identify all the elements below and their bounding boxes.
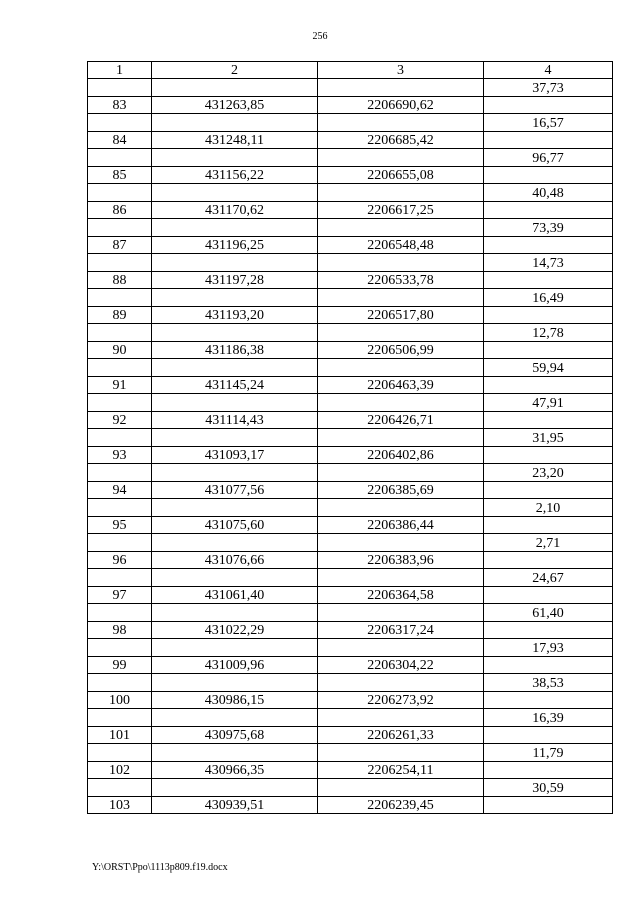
cell-x-coordinate (152, 674, 318, 692)
cell-x-coordinate: 431193,20 (152, 307, 318, 324)
cell-point-number (88, 114, 152, 132)
cell-distance: 11,79 (484, 744, 613, 762)
cell-y-coordinate (318, 394, 484, 412)
column-header-4: 4 (484, 62, 613, 79)
table-row-point (88, 237, 613, 254)
cell-point-number (88, 639, 152, 657)
cell-x-coordinate: 431077,56 (152, 482, 318, 499)
cell-point-number: 100 (88, 692, 152, 709)
cell-point-number: 98 (88, 622, 152, 639)
table-row-point (88, 202, 613, 219)
cell-point-number: 87 (88, 237, 152, 254)
cell-point-number (88, 79, 152, 97)
table-row-point (88, 412, 613, 429)
cell-y-coordinate (318, 114, 484, 132)
table-row-distance (88, 674, 613, 692)
column-header-3: 3 (318, 62, 484, 79)
cell-y-coordinate: 2206655,08 (318, 167, 484, 184)
table-row-distance (88, 499, 613, 517)
cell-distance (484, 517, 613, 534)
cell-x-coordinate: 430966,35 (152, 762, 318, 779)
cell-y-coordinate (318, 289, 484, 307)
cell-y-coordinate: 2206690,62 (318, 97, 484, 114)
cell-point-number: 102 (88, 762, 152, 779)
cell-point-number (88, 569, 152, 587)
cell-point-number (88, 674, 152, 692)
cell-distance: 73,39 (484, 219, 613, 237)
cell-y-coordinate: 2206383,96 (318, 552, 484, 569)
cell-x-coordinate: 431196,25 (152, 237, 318, 254)
cell-point-number (88, 149, 152, 167)
cell-point-number (88, 744, 152, 762)
cell-y-coordinate (318, 534, 484, 552)
table-header-row (88, 62, 613, 79)
cell-point-number (88, 429, 152, 447)
cell-x-coordinate: 430986,15 (152, 692, 318, 709)
cell-point-number (88, 324, 152, 342)
cell-distance: 23,20 (484, 464, 613, 482)
cell-x-coordinate (152, 499, 318, 517)
cell-distance (484, 692, 613, 709)
cell-y-coordinate (318, 149, 484, 167)
table-row-distance (88, 359, 613, 377)
cell-distance: 96,77 (484, 149, 613, 167)
cell-distance: 16,49 (484, 289, 613, 307)
cell-y-coordinate (318, 499, 484, 517)
cell-distance (484, 587, 613, 604)
cell-distance (484, 447, 613, 464)
cell-y-coordinate (318, 324, 484, 342)
cell-x-coordinate: 431114,43 (152, 412, 318, 429)
cell-distance (484, 482, 613, 499)
table-row-point (88, 167, 613, 184)
cell-y-coordinate: 2206254,11 (318, 762, 484, 779)
cell-x-coordinate: 431145,24 (152, 377, 318, 394)
cell-y-coordinate (318, 184, 484, 202)
cell-point-number: 95 (88, 517, 152, 534)
table-row-distance (88, 184, 613, 202)
table-row-distance (88, 149, 613, 167)
cell-x-coordinate: 431075,60 (152, 517, 318, 534)
cell-x-coordinate: 431156,22 (152, 167, 318, 184)
cell-point-number: 84 (88, 132, 152, 149)
cell-distance: 37,73 (484, 79, 613, 97)
cell-distance: 16,57 (484, 114, 613, 132)
cell-y-coordinate: 2206548,48 (318, 237, 484, 254)
cell-x-coordinate: 431197,28 (152, 272, 318, 289)
cell-y-coordinate: 2206304,22 (318, 657, 484, 674)
cell-distance: 61,40 (484, 604, 613, 622)
coordinates-table (87, 61, 613, 814)
table-row-distance (88, 569, 613, 587)
table-row-point (88, 377, 613, 394)
table-row-point (88, 342, 613, 359)
cell-point-number: 96 (88, 552, 152, 569)
table-row-distance (88, 744, 613, 762)
table-row-distance (88, 254, 613, 272)
cell-distance: 38,53 (484, 674, 613, 692)
table-row-distance (88, 79, 613, 97)
table-row-distance (88, 639, 613, 657)
cell-y-coordinate: 2206506,99 (318, 342, 484, 359)
cell-distance (484, 342, 613, 359)
cell-y-coordinate (318, 779, 484, 797)
cell-distance: 2,10 (484, 499, 613, 517)
cell-point-number (88, 779, 152, 797)
cell-x-coordinate: 431009,96 (152, 657, 318, 674)
cell-y-coordinate (318, 744, 484, 762)
cell-y-coordinate (318, 79, 484, 97)
table-row-point (88, 517, 613, 534)
cell-distance (484, 377, 613, 394)
cell-point-number: 86 (88, 202, 152, 219)
cell-x-coordinate (152, 114, 318, 132)
cell-x-coordinate: 430975,68 (152, 727, 318, 744)
cell-x-coordinate (152, 289, 318, 307)
cell-x-coordinate (152, 324, 318, 342)
table-row-point (88, 97, 613, 114)
cell-y-coordinate: 2206386,44 (318, 517, 484, 534)
table-row-distance (88, 709, 613, 727)
cell-point-number (88, 289, 152, 307)
cell-x-coordinate: 431248,11 (152, 132, 318, 149)
cell-y-coordinate: 2206517,80 (318, 307, 484, 324)
cell-x-coordinate (152, 79, 318, 97)
cell-y-coordinate (318, 639, 484, 657)
cell-x-coordinate (152, 534, 318, 552)
cell-distance (484, 622, 613, 639)
cell-x-coordinate (152, 149, 318, 167)
cell-distance (484, 797, 613, 814)
cell-distance (484, 132, 613, 149)
cell-point-number: 101 (88, 727, 152, 744)
table-row-point (88, 272, 613, 289)
cell-x-coordinate: 431061,40 (152, 587, 318, 604)
cell-point-number (88, 254, 152, 272)
cell-distance: 30,59 (484, 779, 613, 797)
table-row-point (88, 797, 613, 814)
cell-y-coordinate: 2206617,25 (318, 202, 484, 219)
table-row-point (88, 727, 613, 744)
cell-point-number (88, 359, 152, 377)
cell-distance (484, 762, 613, 779)
cell-x-coordinate (152, 394, 318, 412)
cell-x-coordinate: 430939,51 (152, 797, 318, 814)
cell-point-number: 99 (88, 657, 152, 674)
cell-y-coordinate (318, 464, 484, 482)
cell-y-coordinate: 2206239,45 (318, 797, 484, 814)
cell-point-number (88, 394, 152, 412)
cell-distance (484, 97, 613, 114)
page-number: 256 (312, 31, 328, 42)
table-row-distance (88, 114, 613, 132)
table-row-point (88, 622, 613, 639)
cell-distance (484, 272, 613, 289)
cell-point-number: 90 (88, 342, 152, 359)
cell-y-coordinate: 2206261,33 (318, 727, 484, 744)
table-row-point (88, 762, 613, 779)
cell-distance (484, 202, 613, 219)
cell-distance: 31,95 (484, 429, 613, 447)
table-row-distance (88, 534, 613, 552)
cell-y-coordinate: 2206317,24 (318, 622, 484, 639)
cell-point-number: 93 (88, 447, 152, 464)
cell-distance (484, 552, 613, 569)
cell-y-coordinate: 2206364,58 (318, 587, 484, 604)
coordinates-table-container (87, 61, 612, 814)
cell-distance (484, 727, 613, 744)
table-row-point (88, 447, 613, 464)
cell-x-coordinate: 431186,38 (152, 342, 318, 359)
cell-x-coordinate (152, 709, 318, 727)
cell-x-coordinate: 431263,85 (152, 97, 318, 114)
table-row-point (88, 552, 613, 569)
cell-y-coordinate (318, 604, 484, 622)
table-row-distance (88, 219, 613, 237)
cell-distance: 40,48 (484, 184, 613, 202)
cell-point-number (88, 604, 152, 622)
table-row-point (88, 692, 613, 709)
cell-point-number: 85 (88, 167, 152, 184)
cell-x-coordinate (152, 744, 318, 762)
cell-y-coordinate (318, 709, 484, 727)
cell-distance (484, 307, 613, 324)
cell-point-number (88, 219, 152, 237)
cell-point-number: 89 (88, 307, 152, 324)
cell-y-coordinate (318, 674, 484, 692)
cell-distance (484, 657, 613, 674)
cell-distance (484, 167, 613, 184)
cell-x-coordinate (152, 604, 318, 622)
cell-x-coordinate: 431093,17 (152, 447, 318, 464)
cell-point-number: 83 (88, 97, 152, 114)
cell-distance: 14,73 (484, 254, 613, 272)
cell-y-coordinate (318, 359, 484, 377)
table-row-point (88, 657, 613, 674)
cell-y-coordinate: 2206533,78 (318, 272, 484, 289)
cell-point-number (88, 499, 152, 517)
cell-x-coordinate (152, 464, 318, 482)
cell-point-number: 88 (88, 272, 152, 289)
cell-point-number: 97 (88, 587, 152, 604)
cell-x-coordinate: 431076,66 (152, 552, 318, 569)
cell-distance: 2,71 (484, 534, 613, 552)
table-row-distance (88, 429, 613, 447)
table-row-point (88, 132, 613, 149)
cell-distance: 12,78 (484, 324, 613, 342)
cell-y-coordinate: 2206385,69 (318, 482, 484, 499)
table-row-distance (88, 604, 613, 622)
footer-file-path: Y:\ORST\Ppo\1113p809.f19.docx (92, 862, 228, 873)
cell-x-coordinate (152, 429, 318, 447)
column-header-1: 1 (88, 62, 152, 79)
cell-y-coordinate (318, 254, 484, 272)
cell-distance: 17,93 (484, 639, 613, 657)
table-row-point (88, 587, 613, 604)
cell-point-number: 103 (88, 797, 152, 814)
cell-point-number (88, 534, 152, 552)
cell-x-coordinate (152, 254, 318, 272)
cell-y-coordinate: 2206463,39 (318, 377, 484, 394)
table-row-point (88, 307, 613, 324)
table-row-distance (88, 394, 613, 412)
cell-x-coordinate (152, 569, 318, 587)
cell-y-coordinate: 2206426,71 (318, 412, 484, 429)
cell-distance (484, 237, 613, 254)
cell-distance: 59,94 (484, 359, 613, 377)
cell-y-coordinate (318, 429, 484, 447)
cell-distance: 24,67 (484, 569, 613, 587)
cell-y-coordinate: 2206273,92 (318, 692, 484, 709)
table-row-distance (88, 324, 613, 342)
cell-x-coordinate (152, 639, 318, 657)
table-row-distance (88, 464, 613, 482)
cell-point-number (88, 709, 152, 727)
table-row-point (88, 482, 613, 499)
cell-y-coordinate: 2206685,42 (318, 132, 484, 149)
cell-x-coordinate: 431170,62 (152, 202, 318, 219)
cell-x-coordinate (152, 779, 318, 797)
cell-y-coordinate (318, 569, 484, 587)
cell-distance: 47,91 (484, 394, 613, 412)
cell-x-coordinate: 431022,29 (152, 622, 318, 639)
table-row-distance (88, 779, 613, 797)
cell-point-number (88, 184, 152, 202)
cell-x-coordinate (152, 219, 318, 237)
cell-point-number: 91 (88, 377, 152, 394)
cell-y-coordinate: 2206402,86 (318, 447, 484, 464)
table-row-distance (88, 289, 613, 307)
cell-x-coordinate (152, 184, 318, 202)
cell-point-number: 92 (88, 412, 152, 429)
cell-point-number: 94 (88, 482, 152, 499)
column-header-2: 2 (152, 62, 318, 79)
cell-distance: 16,39 (484, 709, 613, 727)
table-body (88, 79, 613, 814)
cell-point-number (88, 464, 152, 482)
cell-distance (484, 412, 613, 429)
cell-x-coordinate (152, 359, 318, 377)
cell-y-coordinate (318, 219, 484, 237)
